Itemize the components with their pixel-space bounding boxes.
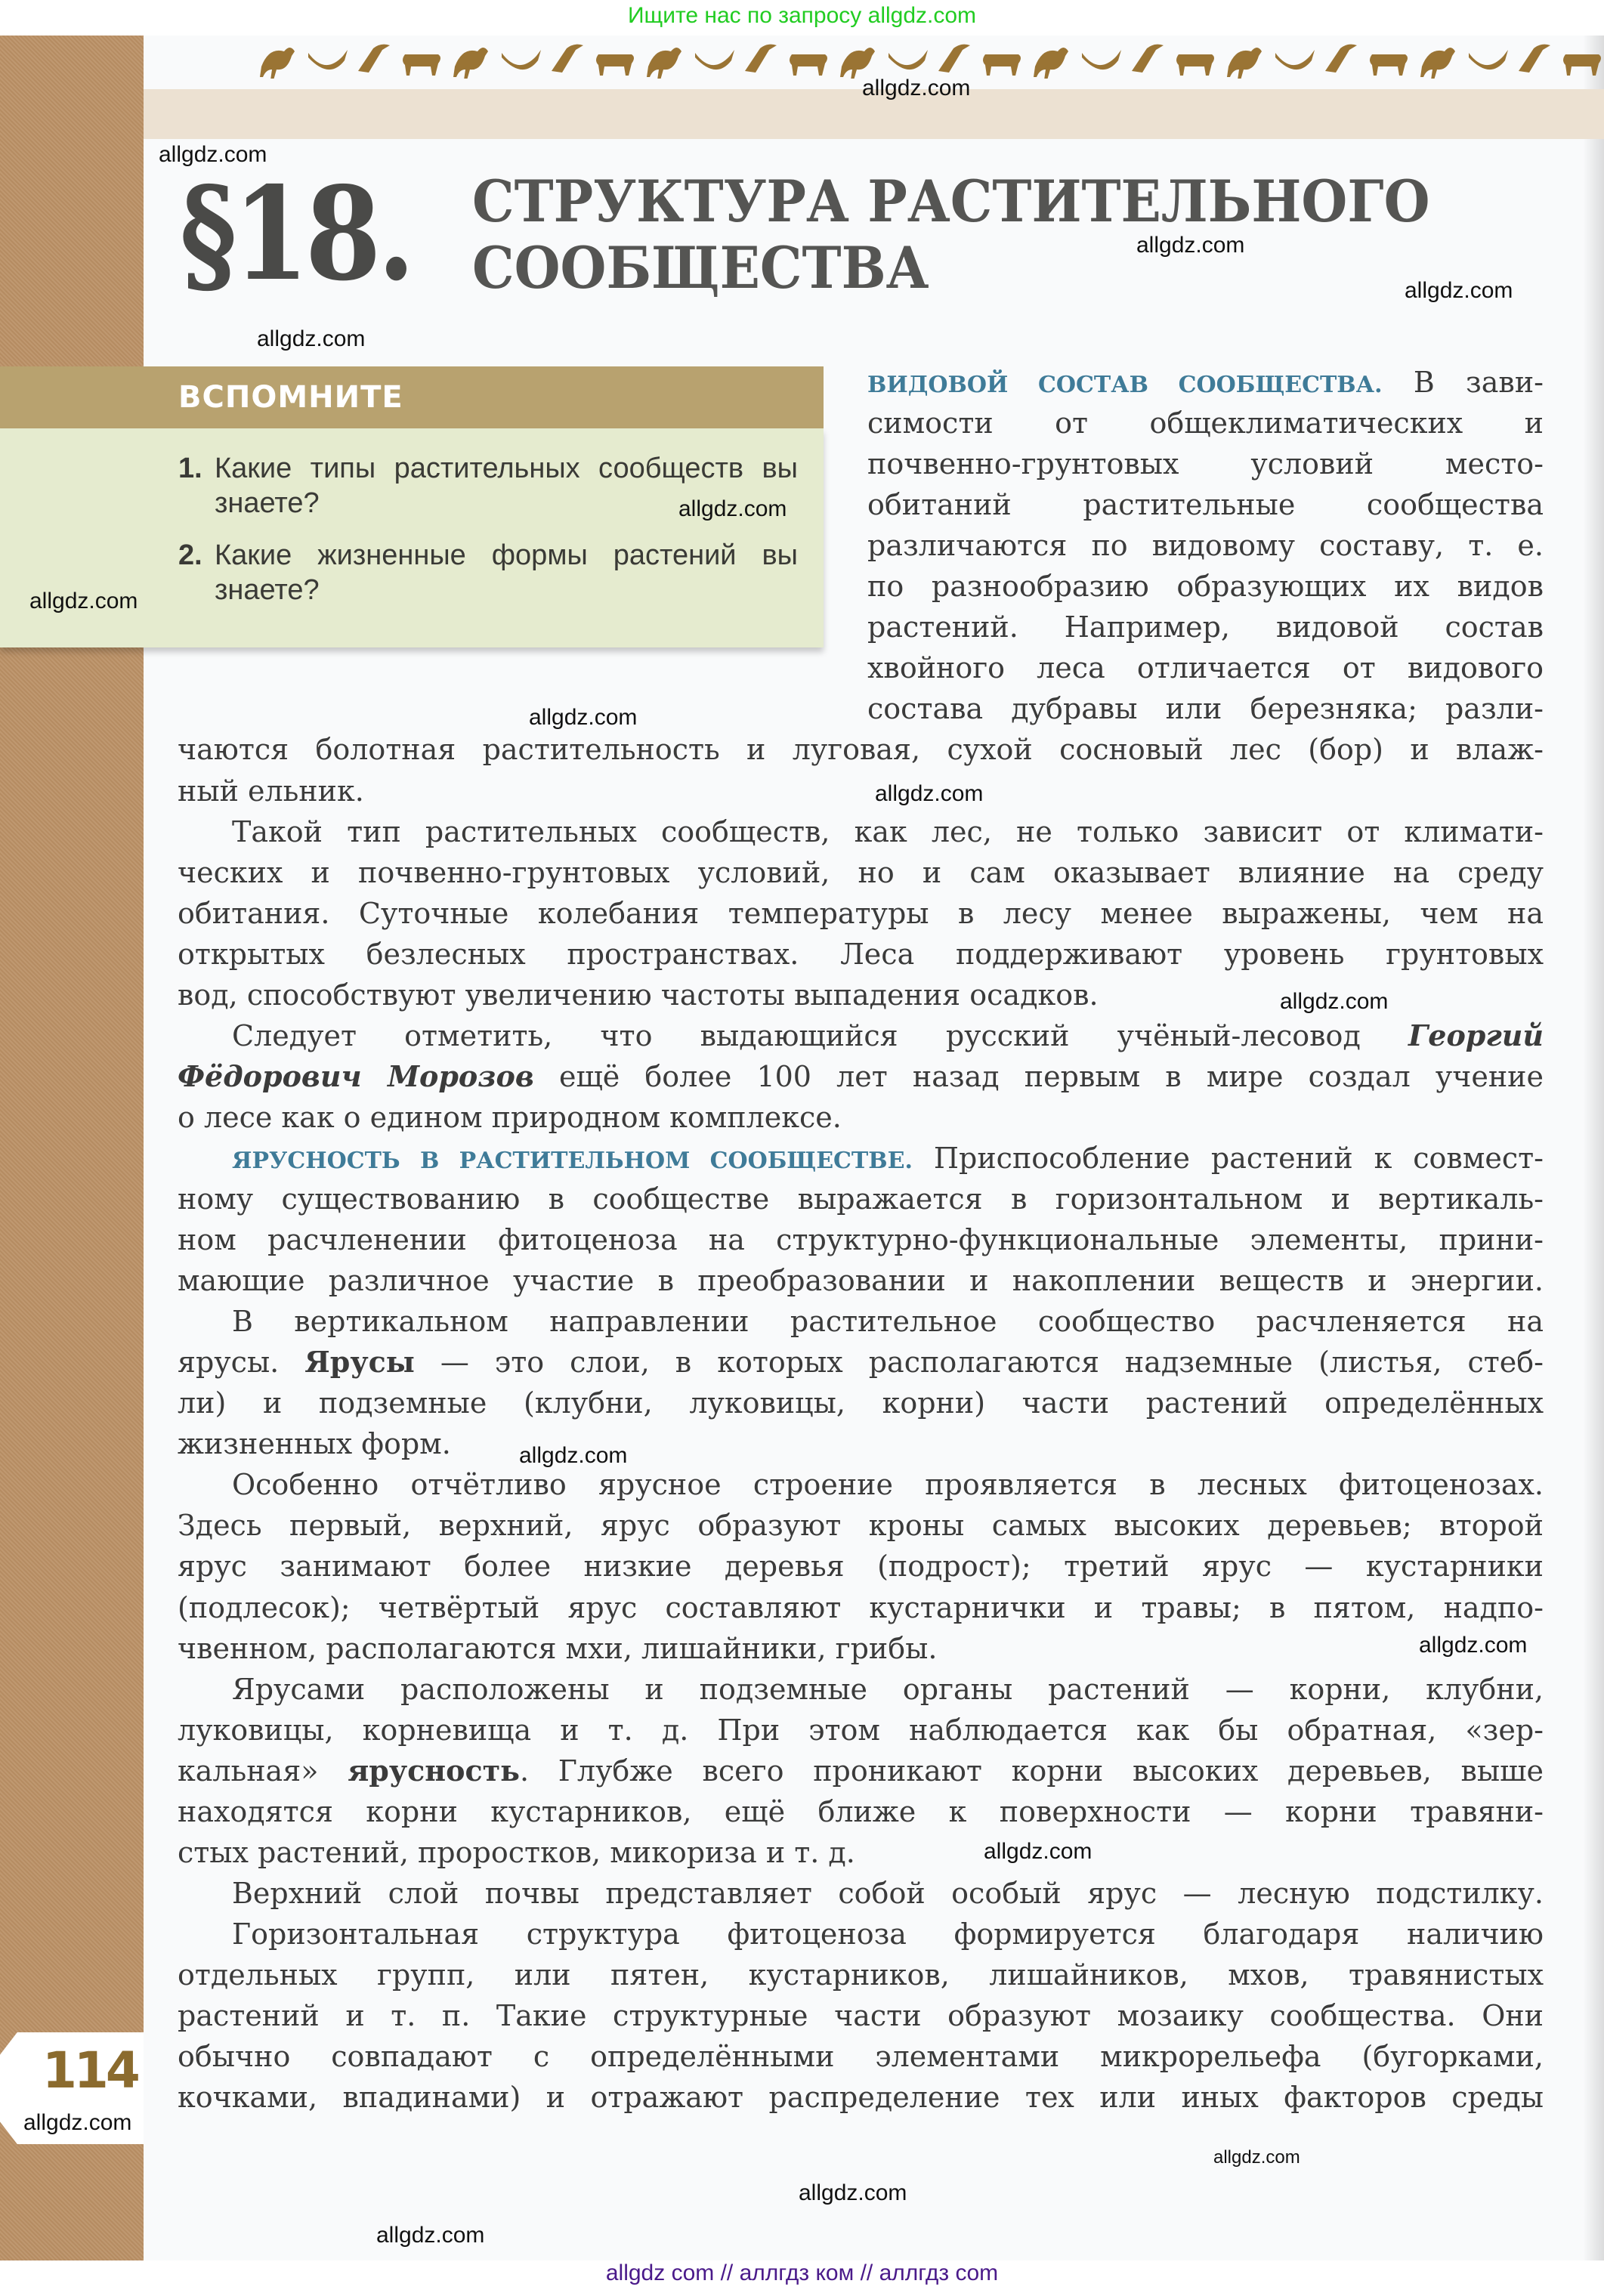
watermark: allgdz.com <box>678 496 787 521</box>
emphasized-text: Георгий <box>1408 1018 1544 1052</box>
watermark: allgdz.com <box>1280 989 1389 1014</box>
recall-title: ВСПОМНИТЕ <box>178 380 403 415</box>
text-line <box>178 1995 1544 2036</box>
text-line <box>178 1751 1544 1791</box>
text-run: кочками, впадинами) и отражают распределение тех или иных факторов среды <box>178 2081 1544 2115</box>
text-line <box>178 1423 1544 1464</box>
text-run: луковицы, корневища и т. д. При этом наблюдается как бы обратная, «зер- <box>178 1713 1544 1747</box>
text-line <box>867 525 1544 566</box>
text-line <box>178 1342 1544 1383</box>
recall-box <box>0 428 824 647</box>
text-line <box>178 811 1544 852</box>
watermark: allgdz.com <box>376 2223 485 2248</box>
text-run: ческих и почвенно-грунтовых условий, но и сам оказывает влияние на среду <box>178 855 1544 889</box>
watermark: allgdz.com <box>1405 278 1513 303</box>
text-run: Особенно отчётливо ярусное строение проявляется в лесных фитоценозах. <box>232 1468 1544 1502</box>
animal-frieze-icon <box>257 36 1604 79</box>
watermark: allgdz.com <box>257 326 366 351</box>
text-line <box>178 1179 1544 1219</box>
text-run: почвенно-грунтовых условий место- <box>867 447 1544 481</box>
text-run: о лесе как о едином природном комплексе. <box>178 1100 842 1134</box>
text-run: находятся корни кустарников, ещё ближе к поверхности — корни травяни- <box>178 1794 1544 1828</box>
text-run: Верхний слой почвы представляет собой особый ярус — лесную подстилку. <box>232 1876 1544 1910</box>
text-run: растений. Например, видовой состав <box>867 610 1544 644</box>
text-line <box>867 607 1544 647</box>
top-banner: Ищите нас по запросу allgdz.com <box>627 3 977 28</box>
text-line <box>178 1260 1544 1301</box>
text-run: открытых безлесных пространствах. Леса поддерживают уровень грунтовых <box>178 937 1544 971</box>
watermark: allgdz.com <box>1213 2147 1300 2168</box>
text-run: Здесь первый, верхний, ярус образуют кроны самых высоких деревьев; второй <box>178 1509 1544 1543</box>
text-line <box>178 1669 1544 1710</box>
recall-question-2 <box>178 538 798 607</box>
text-line <box>178 1015 1544 1056</box>
watermark: allgdz.com <box>159 142 267 167</box>
text-run: обычно совпадают с определёнными элементами микрорельефа (бугорками, <box>178 2040 1544 2074</box>
text-run: вод, способствуют увеличению частоты выпадения осадков. <box>178 978 1099 1012</box>
text-line <box>178 1505 1544 1546</box>
text-line <box>178 1546 1544 1587</box>
question-number: 2. <box>178 539 202 571</box>
recall-box-header <box>0 366 824 428</box>
section-title-line-1: СТРУКТУРА РАСТИТЕЛЬНОГО <box>472 168 1430 235</box>
bottom-banner: allgdz com // аллгдз ком // аллгдз com <box>605 2260 999 2285</box>
watermark: allgdz.com <box>529 705 638 730</box>
text-run: отдельных групп, или пятен, кустарников, лишайников, мхов, травянистых <box>178 1958 1544 1992</box>
text-line <box>178 1587 1544 1628</box>
text-line <box>178 1955 1544 1995</box>
text-run: обитания. Суточные колебания температуры в лесу менее выражены, чем на <box>178 896 1544 930</box>
text-run: — это слои, в которых располагаются надземные (листья, стеб- <box>414 1346 1544 1380</box>
text-run: ному существованию в сообществе выражается в горизонтальном и вертикаль- <box>178 1182 1544 1216</box>
page-edge-shadow <box>1583 36 1604 2260</box>
text-run: симости от общеклиматических и <box>867 406 1544 440</box>
section-subheading: ВИДОВОЙ СОСТАВ СООБЩЕСТВА. <box>867 372 1383 398</box>
question-text: Какие жизненные формы растений вы знаете? <box>215 539 798 606</box>
text-run: жизненных форм. <box>178 1427 451 1461</box>
text-run: Следует отметить, что выдающийся русский учёный-лесовод <box>232 1018 1409 1052</box>
text-run: ещё более 100 лет назад первым в мире создал учение <box>533 1059 1544 1093</box>
text-line <box>867 484 1544 525</box>
watermark: allgdz.com <box>1136 233 1245 258</box>
text-run: ли) и подземные (клубни, луковицы, корни) части растений определённых <box>178 1386 1544 1420</box>
section-subheading: ЯРУСНОСТЬ В РАСТИТЕЛЬНОМ СООБЩЕСТВЕ. <box>232 1147 913 1174</box>
text-run: Горизонтальная структура фитоценоза формируется благодаря наличию <box>232 1917 1544 1951</box>
text-run: чвенном, располагаются мхи, лишайники, грибы. <box>178 1631 938 1665</box>
text-line <box>178 1383 1544 1423</box>
text-line <box>178 1464 1544 1505</box>
text-run: кальная» <box>178 1754 348 1788</box>
emphasized-text: ярусность <box>348 1753 520 1788</box>
emphasized-text: Ярусы <box>304 1345 415 1380</box>
text-line <box>178 2036 1544 2077</box>
text-line <box>178 1832 1544 1873</box>
text-run: Такой тип растительных сообществ, как лес, не только зависит от климати- <box>232 814 1544 848</box>
text-run: ном расчленении фитоценоза на структурно-функциональные элементы, прини- <box>178 1223 1544 1257</box>
text-run: (подлесок); четвёртый ярус составляют кустарнички и травы; в пятом, надпо- <box>178 1590 1544 1624</box>
text-line <box>178 1914 1544 1955</box>
text-run: ный ельник. <box>178 774 364 808</box>
text-line <box>178 1219 1544 1260</box>
text-line <box>178 729 1544 770</box>
text-run: хвойного леса отличается от видового <box>867 651 1544 685</box>
text-line <box>867 403 1544 443</box>
text-run: чаются болотная растительность и луговая, сухой сосновый лес (бор) и влаж- <box>178 733 1544 767</box>
text-run: Приспособление растений к совмест- <box>912 1141 1544 1175</box>
text-run: обитаний растительные сообщества <box>867 488 1544 522</box>
text-line <box>178 1628 1544 1669</box>
watermark: allgdz.com <box>984 1839 1093 1864</box>
text-line <box>178 934 1544 975</box>
text-line <box>867 647 1544 688</box>
watermark: allgdz.com <box>1419 1633 1528 1658</box>
text-line <box>178 852 1544 893</box>
text-line <box>178 2077 1544 2118</box>
watermark: allgdz.com <box>875 781 984 806</box>
text-line <box>178 1873 1544 1914</box>
text-run: В вертикальном направлении растительное сообщество расчленяется на <box>232 1305 1544 1339</box>
text-line <box>178 893 1544 934</box>
text-line <box>178 1710 1544 1751</box>
text-line <box>178 1097 1544 1138</box>
question-number: 1. <box>178 453 202 484</box>
text-run: мающие различное участие в преобразовании и накоплении веществ и энергии. <box>178 1264 1544 1298</box>
text-line <box>178 1301 1544 1342</box>
watermark: allgdz.com <box>799 2180 907 2205</box>
question-text: Какие типы растительных сообществ вы знаете? <box>215 453 798 519</box>
text-line <box>867 566 1544 607</box>
text-run: стых растений, проростков, микориза и т. д. <box>178 1835 855 1869</box>
text-run: по разнообразию образующих их видов <box>867 570 1544 604</box>
emphasized-text: Фёдорович Морозов <box>178 1058 534 1093</box>
section-title-line-2: СООБЩЕСТВА <box>472 234 929 301</box>
text-run: ярусы. <box>178 1346 305 1380</box>
text-line <box>178 1791 1544 1832</box>
watermark: allgdz.com <box>29 589 138 613</box>
text-line <box>178 1056 1544 1097</box>
watermark: allgdz.com <box>23 2110 132 2135</box>
text-line <box>178 771 1544 811</box>
text-line <box>867 688 1544 729</box>
text-run: состава дубравы или березняка; разли- <box>867 692 1544 726</box>
text-run: В зави- <box>1382 366 1544 399</box>
section-number: §18. <box>180 159 412 310</box>
text-run: . Глубже всего проникают корни высоких деревьев, выше <box>519 1754 1544 1788</box>
text-run: растений и т. п. Такие структурные части образуют мозаику сообщества. Они <box>178 1999 1544 2032</box>
text-run: ярус занимают более низкие деревья (подрост); третий ярус — кустарники <box>178 1550 1544 1584</box>
text-line <box>867 362 1544 403</box>
page-number: 114 <box>42 2041 138 2100</box>
watermark: allgdz.com <box>862 76 971 100</box>
text-run: Ярусами расположены и подземные органы растений — корни, клубни, <box>232 1672 1544 1706</box>
watermark: allgdz.com <box>519 1443 628 1468</box>
text-run: различаются по видовому составу, т. е. <box>867 529 1544 563</box>
text-line <box>867 443 1544 484</box>
text-line <box>178 1138 1544 1179</box>
